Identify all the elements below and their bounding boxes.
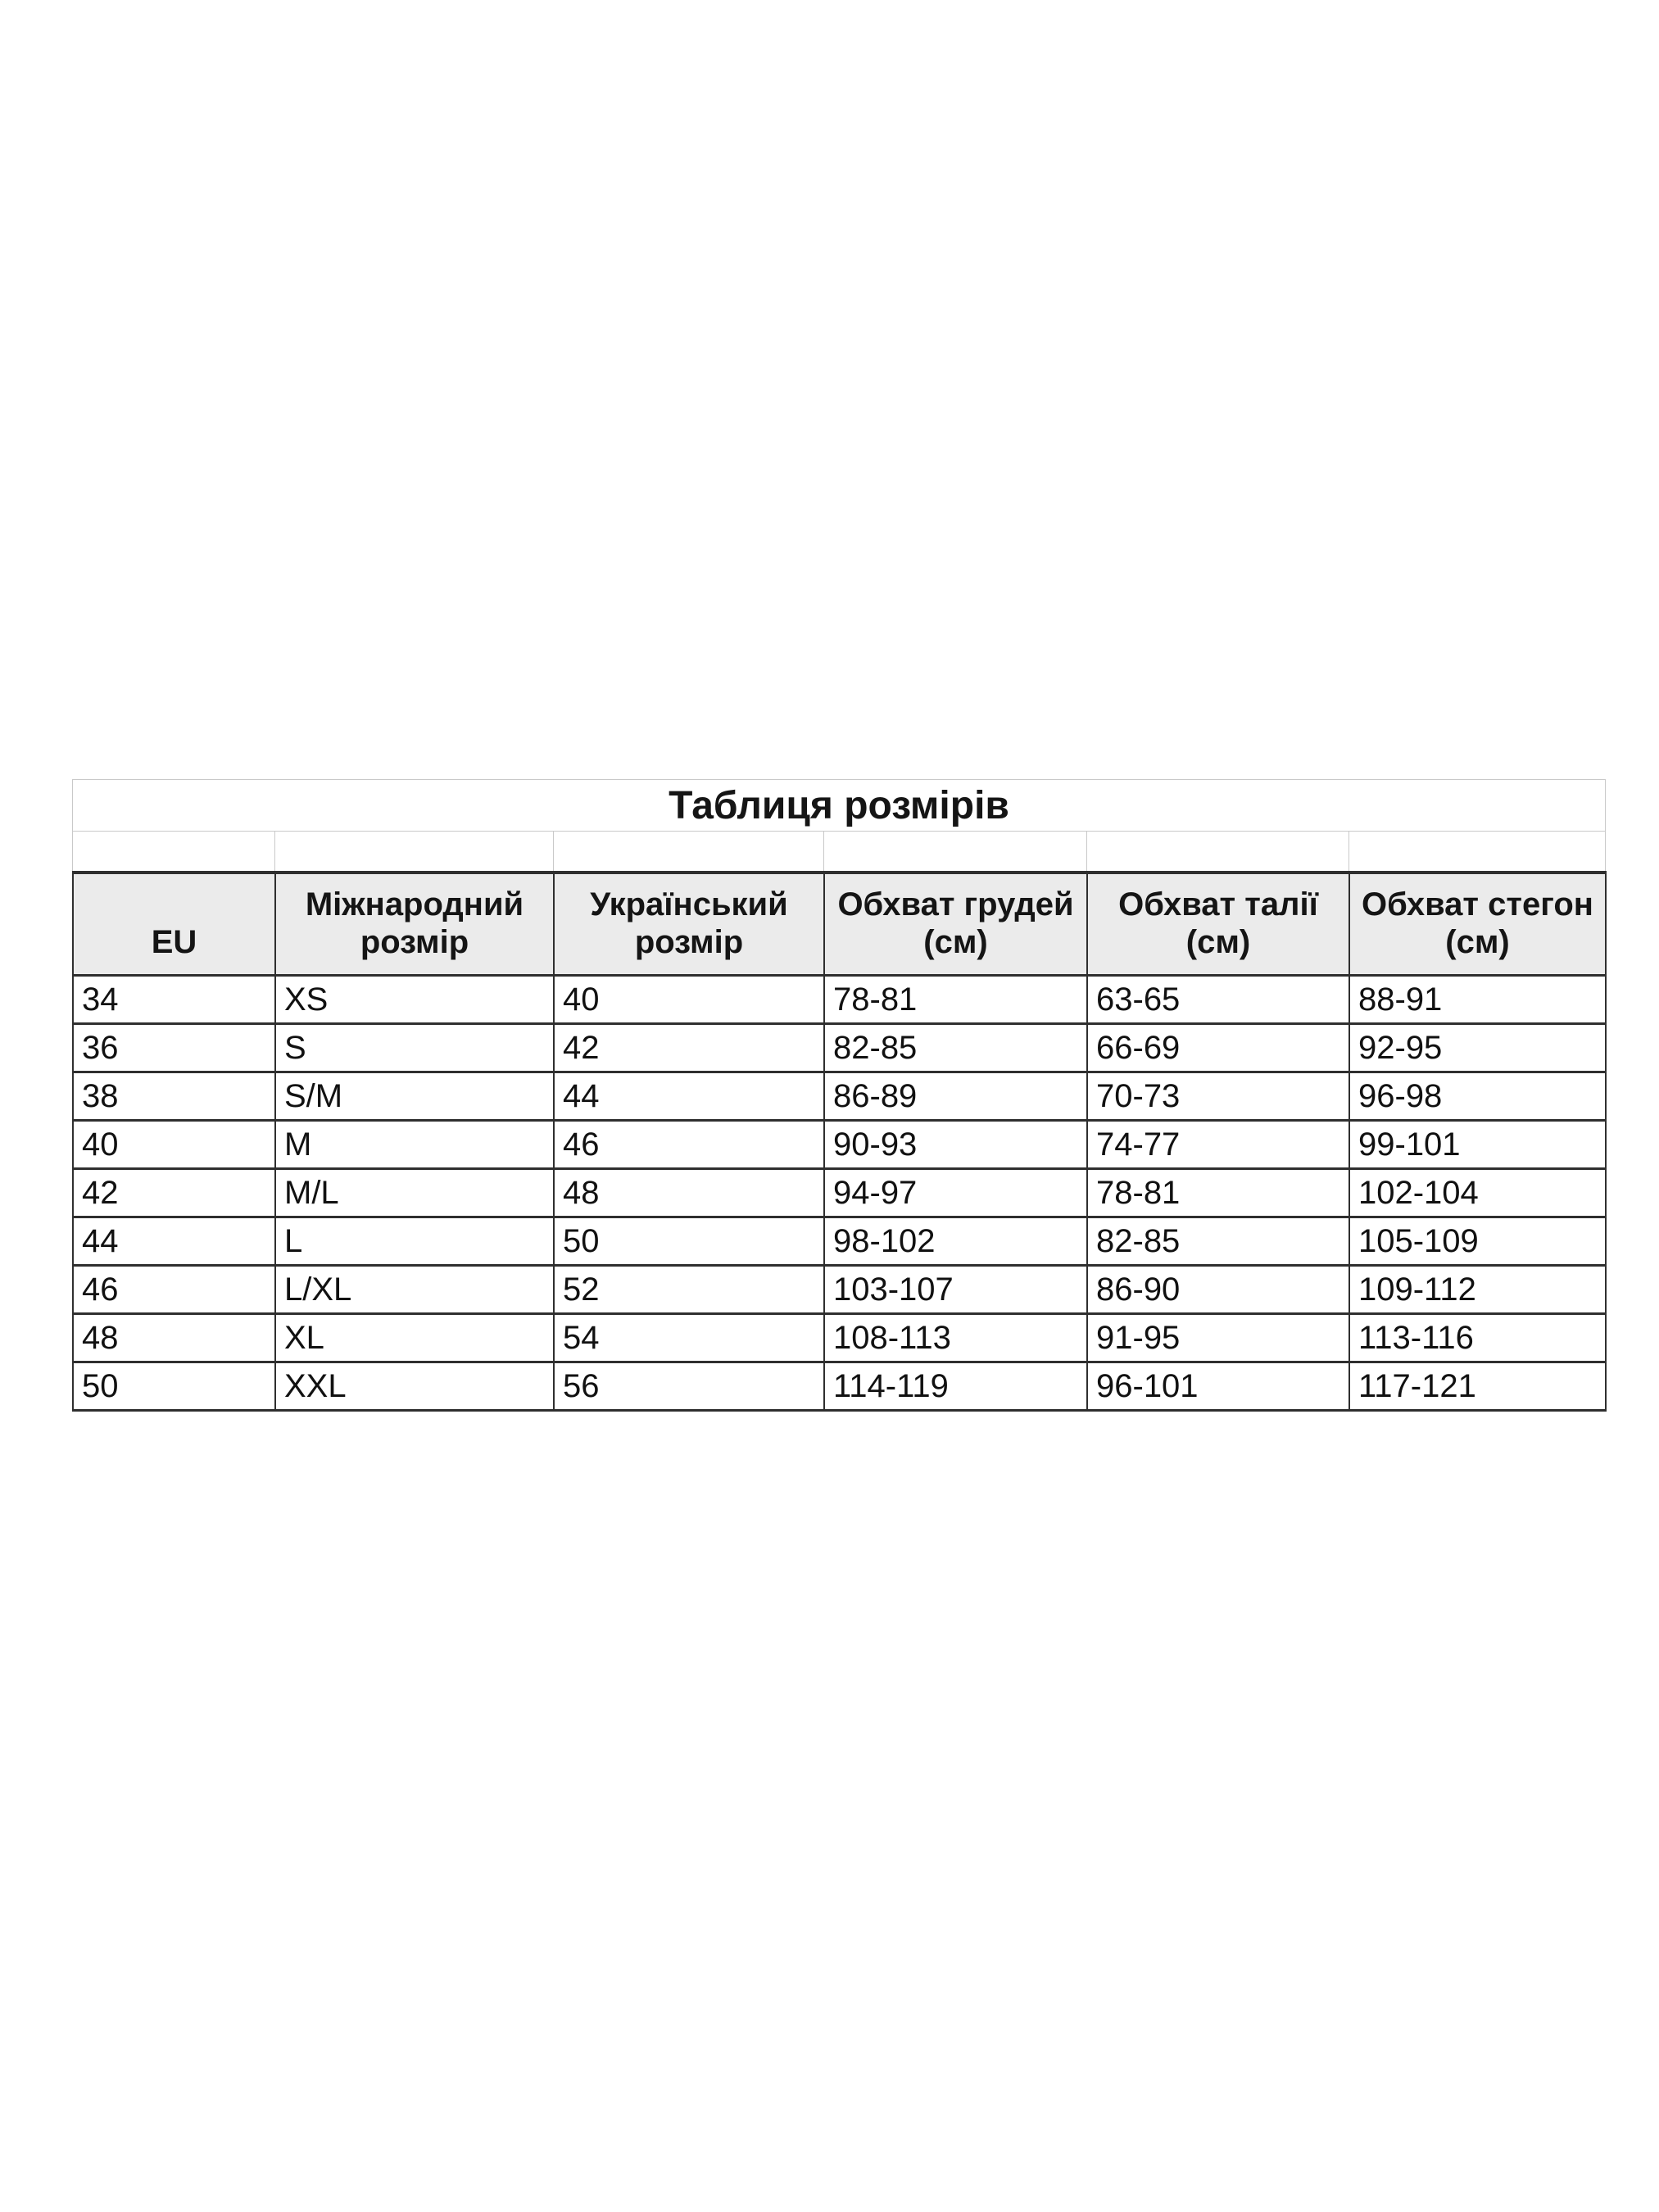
cell-waist: 96-101	[1087, 1362, 1349, 1411]
cell-chest: 103-107	[824, 1266, 1087, 1314]
cell-international-size: XL	[275, 1314, 554, 1362]
table-row	[73, 1024, 1606, 1072]
cell-international-size: M	[275, 1121, 554, 1169]
cell-eu: 34	[73, 976, 275, 1024]
cell-ukrainian-size: 56	[554, 1362, 824, 1411]
spacer-cell	[73, 832, 275, 875]
cell-ukrainian-size: 50	[554, 1217, 824, 1266]
cell-waist: 78-81	[1087, 1169, 1349, 1217]
cell-waist: 66-69	[1087, 1024, 1349, 1072]
cell-waist: 63-65	[1087, 976, 1349, 1024]
spacer-cell	[1087, 832, 1349, 875]
cell-international-size: XS	[275, 976, 554, 1024]
table-row	[73, 1121, 1606, 1169]
size-table-spacer-row	[73, 832, 1606, 875]
table-row	[73, 976, 1606, 1024]
cell-international-size: XXL	[275, 1362, 554, 1411]
header-cell-chest: Обхват грудей (см)	[824, 873, 1087, 976]
cell-chest: 108-113	[824, 1314, 1087, 1362]
cell-international-size: S	[275, 1024, 554, 1072]
cell-hips: 113-116	[1349, 1314, 1606, 1362]
spacer-cell	[275, 832, 554, 875]
spacer-cell	[554, 832, 824, 875]
size-table-title-row	[73, 780, 1606, 832]
table-row	[73, 1169, 1606, 1217]
cell-waist: 70-73	[1087, 1072, 1349, 1121]
cell-hips: 117-121	[1349, 1362, 1606, 1411]
size-table-header-row	[73, 873, 1606, 976]
header-cell-hips: Обхват стегон (см)	[1349, 873, 1606, 976]
table-row	[73, 1072, 1606, 1121]
cell-international-size: L	[275, 1217, 554, 1266]
cell-eu: 44	[73, 1217, 275, 1266]
cell-chest: 94-97	[824, 1169, 1087, 1217]
cell-ukrainian-size: 48	[554, 1169, 824, 1217]
cell-waist: 86-90	[1087, 1266, 1349, 1314]
size-table-title: Таблиця розмірів	[73, 780, 1606, 832]
cell-hips: 109-112	[1349, 1266, 1606, 1314]
size-table-title-section	[72, 779, 1606, 875]
cell-ukrainian-size: 42	[554, 1024, 824, 1072]
cell-chest: 86-89	[824, 1072, 1087, 1121]
table-row	[73, 1362, 1606, 1411]
cell-eu: 48	[73, 1314, 275, 1362]
cell-chest: 82-85	[824, 1024, 1087, 1072]
cell-international-size: S/M	[275, 1072, 554, 1121]
size-table	[72, 871, 1607, 1412]
cell-hips: 88-91	[1349, 976, 1606, 1024]
spacer-cell	[1349, 832, 1606, 875]
cell-eu: 40	[73, 1121, 275, 1169]
cell-hips: 92-95	[1349, 1024, 1606, 1072]
header-cell-waist: Обхват талії (см)	[1087, 873, 1349, 976]
cell-eu: 50	[73, 1362, 275, 1411]
cell-hips: 102-104	[1349, 1169, 1606, 1217]
cell-ukrainian-size: 44	[554, 1072, 824, 1121]
cell-international-size: M/L	[275, 1169, 554, 1217]
header-cell-international-size: Міжнародний розмір	[275, 873, 554, 976]
cell-waist: 82-85	[1087, 1217, 1349, 1266]
cell-international-size: L/XL	[275, 1266, 554, 1314]
cell-hips: 96-98	[1349, 1072, 1606, 1121]
cell-eu: 38	[73, 1072, 275, 1121]
cell-ukrainian-size: 52	[554, 1266, 824, 1314]
cell-ukrainian-size: 54	[554, 1314, 824, 1362]
cell-chest: 78-81	[824, 976, 1087, 1024]
cell-chest: 98-102	[824, 1217, 1087, 1266]
cell-chest: 114-119	[824, 1362, 1087, 1411]
table-row	[73, 1266, 1606, 1314]
table-row	[73, 1314, 1606, 1362]
table-row	[73, 1217, 1606, 1266]
cell-hips: 105-109	[1349, 1217, 1606, 1266]
spacer-cell	[824, 832, 1087, 875]
cell-waist: 91-95	[1087, 1314, 1349, 1362]
cell-ukrainian-size: 46	[554, 1121, 824, 1169]
header-cell-ukrainian-size: Український розмір	[554, 873, 824, 976]
cell-eu: 42	[73, 1169, 275, 1217]
cell-eu: 36	[73, 1024, 275, 1072]
cell-chest: 90-93	[824, 1121, 1087, 1169]
header-cell-eu: EU	[73, 873, 275, 976]
cell-eu: 46	[73, 1266, 275, 1314]
cell-hips: 99-101	[1349, 1121, 1606, 1169]
cell-waist: 74-77	[1087, 1121, 1349, 1169]
cell-ukrainian-size: 40	[554, 976, 824, 1024]
